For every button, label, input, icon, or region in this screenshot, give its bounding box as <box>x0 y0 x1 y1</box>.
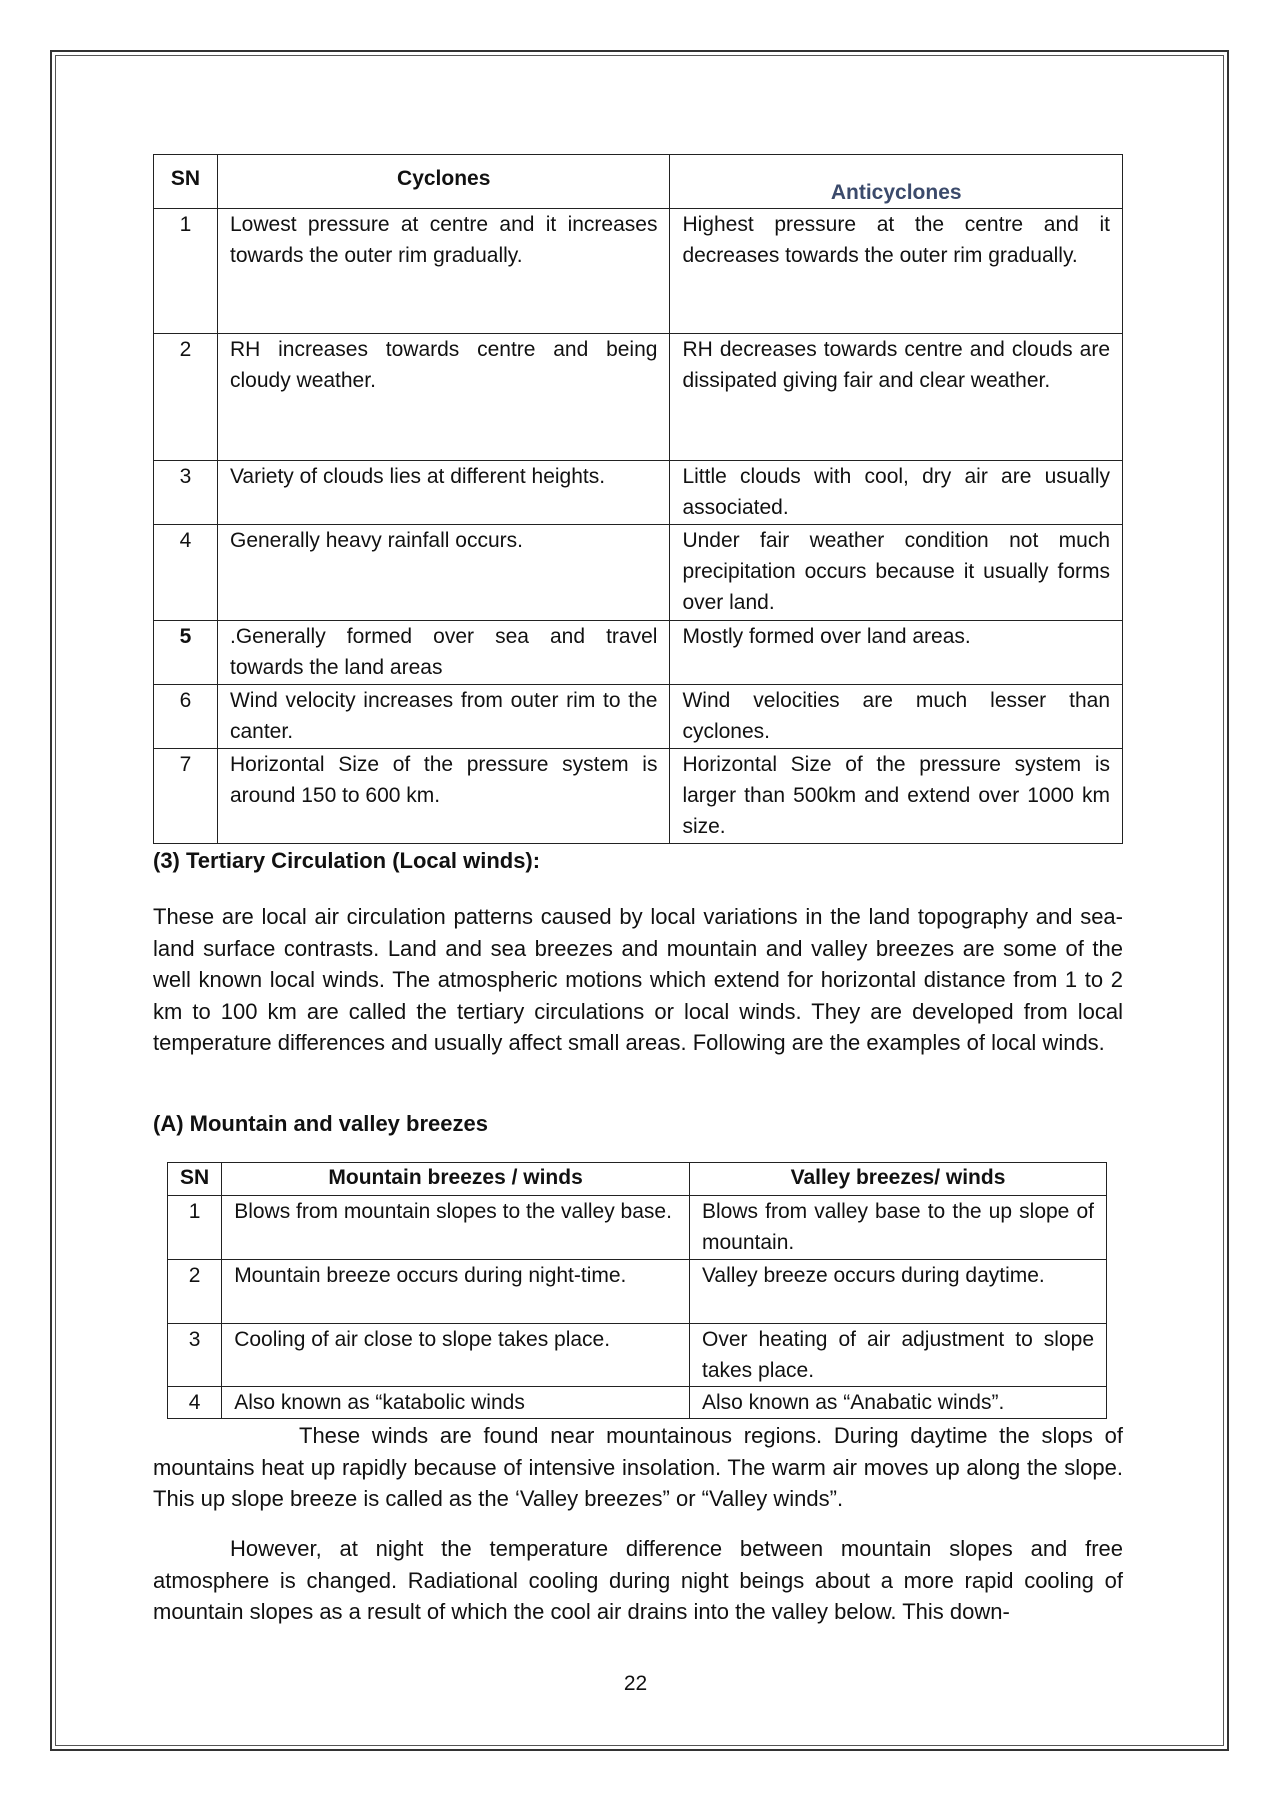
section-heading-tertiary: (3) Tertiary Circulation (Local winds): <box>153 848 541 873</box>
row-sn: 4 <box>154 525 218 621</box>
cyclone-cell: Generally heavy rainfall occurs. <box>217 525 669 621</box>
cyclone-anticyclone-table <box>153 154 1123 844</box>
table-row <box>154 749 1123 844</box>
cyclone-cell: Variety of clouds lies at different heights. <box>217 461 669 525</box>
tertiary-paragraph: These are local air circulation patterns caused by local variations in the land topography and sea-land surface contrasts. Land and sea breezes and mountain and valley breezes are some of the well known local winds. The atmospheric motions which extend for horizontal distance from 1 to 2 km to 100 km are called the tertiary circulations or local winds. They are developed from local temperature differences and usually affect small areas. Following are the examples of local winds. <box>153 904 1123 1055</box>
table-row <box>154 209 1123 334</box>
header-sn: SN <box>154 155 218 209</box>
row-sn: 2 <box>154 334 218 461</box>
cyclone-cell: RH increases towards centre and being cloudy weather. <box>217 334 669 461</box>
mountain-cell: Cooling of air close to slope takes place. <box>222 1324 690 1387</box>
row-sn: 2 <box>168 1260 222 1324</box>
header-valley-breezes: Valley breezes/ winds <box>689 1163 1106 1196</box>
row-sn: 1 <box>168 1196 222 1260</box>
row-sn: 4 <box>168 1387 222 1419</box>
valley-cell: Blows from valley base to the up slope of mountain. <box>689 1196 1106 1260</box>
row-sn: 1 <box>154 209 218 334</box>
anticyclone-cell: Highest pressure at the centre and it decreases towards the outer rim gradually. <box>670 209 1123 334</box>
valley-cell: Valley breeze occurs during daytime. <box>689 1260 1106 1324</box>
mountain-cell: Also known as “katabolic winds <box>222 1387 690 1419</box>
section-heading-mountain-valley: (A) Mountain and valley breezes <box>153 1111 488 1136</box>
row-sn: 5 <box>154 621 218 685</box>
cyclone-cell: Wind velocity increases from outer rim to the canter. <box>217 685 669 749</box>
anticyclone-cell: Wind velocities are much lesser than cyclones. <box>670 685 1123 749</box>
row-sn: 3 <box>154 461 218 525</box>
valley-cell: Over heating of air adjustment to slope takes place. <box>689 1324 1106 1387</box>
header-cyclones: Cyclones <box>217 155 669 209</box>
anticyclone-cell: Mostly formed over land areas. <box>670 621 1123 685</box>
mountain-cell: Blows from mountain slopes to the valley base. <box>222 1196 690 1260</box>
row-sn: 6 <box>154 685 218 749</box>
table-row <box>154 685 1123 749</box>
row-sn: 3 <box>168 1324 222 1387</box>
table-row <box>168 1324 1107 1387</box>
anticyclone-cell: Little clouds with cool, dry air are usually associated. <box>670 461 1123 525</box>
table-row <box>154 621 1123 685</box>
table-row <box>154 334 1123 461</box>
cyclone-cell: Horizontal Size of the pressure system is around 150 to 600 km. <box>217 749 669 844</box>
page-number: 22 <box>623 1672 648 1695</box>
header-sn: SN <box>168 1163 222 1196</box>
mountain-valley-table <box>167 1162 1107 1419</box>
table-header-row <box>168 1163 1107 1196</box>
table-row <box>154 525 1123 621</box>
header-anticyclones: Anticyclones <box>670 155 1123 209</box>
anticyclone-cell: Under fair weather condition not much precipitation occurs because it usually forms over land. <box>670 525 1123 621</box>
row-sn: 7 <box>154 749 218 844</box>
mountain-breeze-paragraph: However, at night the temperature difference between mountain slopes and free atmosphere is changed. Radiational cooling during night beings about a more rapid cooling of mountain slopes as a result of which the cool air drains into the valley below. This down- <box>153 1536 1123 1624</box>
anticyclone-cell: RH decreases towards centre and clouds are dissipated giving fair and clear weather. <box>670 334 1123 461</box>
table-row <box>154 461 1123 525</box>
valley-cell: Also known as “Anabatic winds”. <box>689 1387 1106 1419</box>
table-row <box>168 1387 1107 1419</box>
table-row <box>168 1260 1107 1324</box>
table-row <box>168 1196 1107 1260</box>
cyclone-cell: .Generally formed over sea and travel towards the land areas <box>217 621 669 685</box>
table-header-row <box>154 155 1123 209</box>
mountain-cell: Mountain breeze occurs during night-time. <box>222 1260 690 1324</box>
cyclone-cell: Lowest pressure at centre and it increases towards the outer rim gradually. <box>217 209 669 334</box>
valley-breeze-paragraph: These winds are found near mountainous regions. During daytime the slops of mountains heat up rapidly because of intensive insolation. The warm air moves up along the slope. This up slope breeze is called as the ‘Valley breezes” or “Valley winds”. <box>153 1423 1123 1511</box>
anticyclone-cell: Horizontal Size of the pressure system is larger than 500km and extend over 1000 km size. <box>670 749 1123 844</box>
header-mountain-breezes: Mountain breezes / winds <box>222 1163 690 1196</box>
